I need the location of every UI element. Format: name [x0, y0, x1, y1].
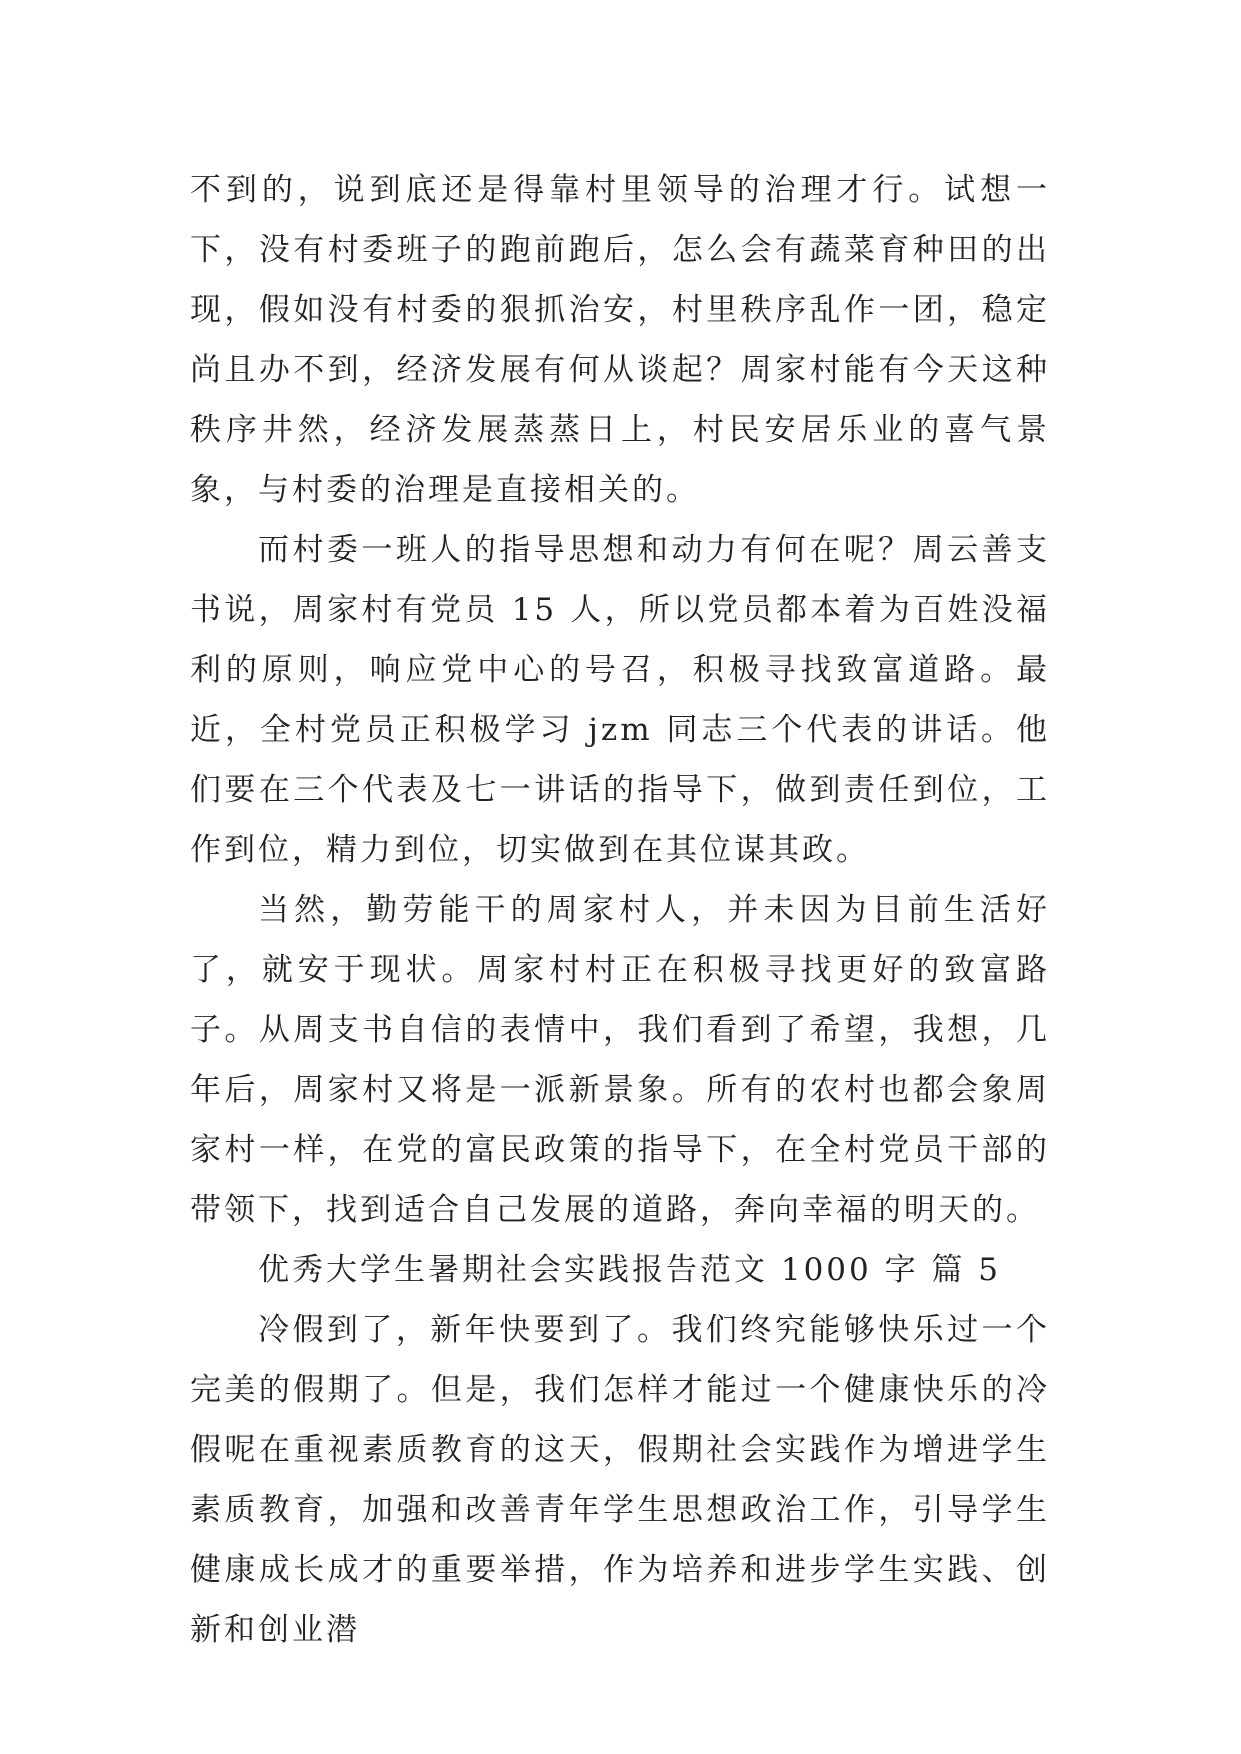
document-body: [190, 160, 1050, 1660]
paragraph-continuation: 不到的，说到底还是得靠村里领导的治理才行。试想一下，没有村委班子的跑前跑后，怎么会有蔬菜育种田的出现，假如没有村委的狠抓治安，村里秩序乱作一团，稳定尚且办不到，经济发展有何从谈起？周家村能有今天这种秩序井然，经济发展蒸蒸日上，村民安居乐业的喜气景象，与村委的治理是直接相关的。: [190, 172, 1050, 508]
paragraph-winter-break: 冷假到了，新年快要到了。我们终究能够快乐过一个完美的假期了。但是，我们怎样才能过一个健康快乐的冷假呢在重视素质教育的这天，假期社会实践作为增进学生素质教育，加强和改善青年学生思想政治工作，引导学生健康成长成才的重要举措，作为培养和进步学生实践、创新和创业潜: [190, 1312, 1050, 1648]
section-heading: 优秀大学生暑期社会实践报告范文 1000 字 篇 5: [258, 1252, 1002, 1288]
paragraph-party-members: 而村委一班人的指导思想和动力有何在呢？周云善支书说，周家村有党员 15 人，所以党员都本着为百姓没福利的原则，响应党中心的号召，积极寻找致富道路。最近，全村党员正积极学习 jzm 同志三个代表的讲话。他们要在三个代表及七一讲话的指导下，做到责任到位，工作到位，精力到位，切实做到在其位谋其政。: [190, 532, 1050, 868]
paragraph-future-outlook: 当然，勤劳能干的周家村人，并未因为目前生活好了，就安于现状。周家村村正在积极寻找更好的致富路子。从周支书自信的表情中，我们看到了希望，我想，几年后，周家村又将是一派新景象。所有的农村也都会象周家村一样，在党的富民政策的指导下，在全村党员干部的带领下，找到适合自己发展的道路，奔向幸福的明天的。: [190, 892, 1050, 1228]
